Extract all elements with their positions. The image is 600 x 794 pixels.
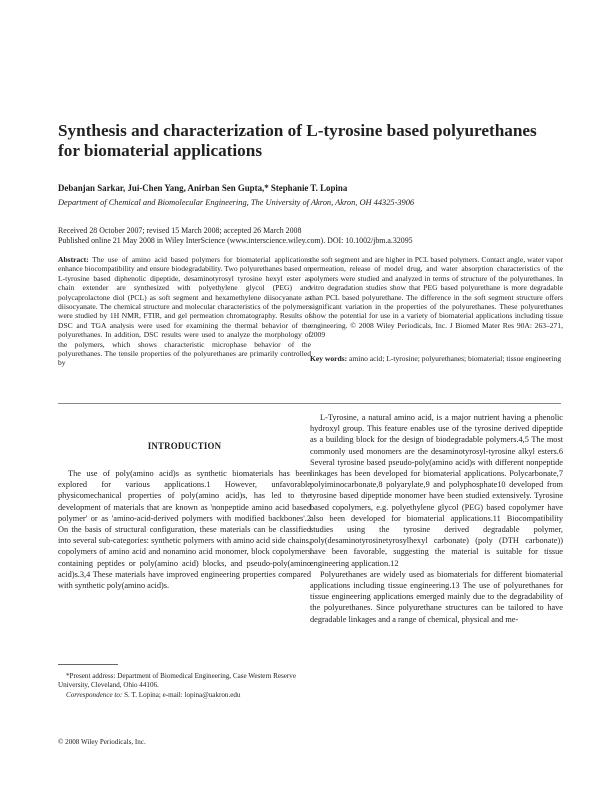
author-list: Debanjan Sarkar, Jui-Chen Yang, Anirban Sen Gupta,* Stephanie T. Lopina xyxy=(58,183,348,193)
published-line: Published online 21 May 2008 in Wiley InterScience (www.interscience.wiley.com). DOI: 10.1002/jbm.a.32095 xyxy=(58,236,413,245)
introduction-left-column: The use of poly(amino acid)s as synthetic biomaterials has been explored for various applications.1 However, unfavorable physicomechanical properties of poly(amino acid)s, has led to the development of materials that are known as 'nonpeptide amino acid based polymer' or as 'amino-acid-derived polymers with modified backbones'.2 On the basis of structural configuration, these materials can be classified into several sub-categories: synthetic polymers with amino acid side chains, copolymers of amino acid and nonamino acid monomer, block copolymers containing peptides or poly(amino acid) blocks, and pseudo-poly(amino acid)s.3,4 These materials have improved engineering properties compared with synthetic poly(amino acid)s. xyxy=(58,469,311,591)
abstract-right-column xyxy=(310,255,563,340)
footnote-correspondence xyxy=(58,691,311,700)
abstract-text-left: The use of amino acid based polymers for biomaterial applications enhance biocompatibility and ensure biodegradability. Two polyurethanes based on L-tyrosine based diphenolic dipeptide, desaminotyrosyl tyrosine hexyl ester as chain extender are synthesized with polyethylene glycol (PEG) and polycaprolactone diol (PCL) as soft segment and hexamethylene diisocyanate as diisocyanate. The chemical structure and molecular characteristics of the polymers were studied by 1H NMR, FTIR, and gel permeation chromatography. Results of DSC and TGA analysis were used for examining the thermal behavior of the polyurethanes. In addition, DSC results were used to analyze the morphology of the polymers, which shows characteristic microphase behavior of the polyurethanes. The tensile properties of the polyurethanes are primarily controlled by xyxy=(58,255,311,368)
intro-paragraph-polyurethanes: Polyurethanes are widely used as biomaterials for different biomaterial applications including tissue engineering.13 The use of polyurethanes for tissue engineering applications emerged mainly due to the degradability of the polyurethanes. Since polyurethane structures can be tailored to have degradable linkages and a range of chemical, physical and me- xyxy=(310,569,563,624)
abstract-text-right: the soft segment and are higher in PCL based polymers. Contact angle, water vapor permeation, release of model drug, and water absorption characteristics of the polymers were studied and analyzed in terms of structure of the polyurethanes. In vitro degradation studies show that PEG based polyurethane is more degradable than PCL based polyurethane. The difference in the soft segment structure offers significant variation in the properties of the polyurethanes. These polyurethanes show the potential for use in a variety of biomaterial applications including tissue engineering. © 2008 Wiley Periodicals, Inc. J Biomed Mater Res 90A: 263–271, 2009 xyxy=(310,255,563,340)
keywords-text: amino acid; L-tyrosine; polyurethanes; biomaterial; tissue engineering xyxy=(349,354,562,363)
affiliation: Department of Chemical and Biomolecular Engineering, The University of Akron, Akron, OH 44325-3906 xyxy=(58,198,415,207)
abstract-left-column xyxy=(58,255,311,368)
section-divider xyxy=(58,403,561,404)
intro-paragraph-tyrosine: L-Tyrosine, a natural amino acid, is a major nutrient having a phenolic hydroxyl group. This feature enables use of the tyrosine derived dipeptide as a building block for the design of biodegradable polymers.4,5 The most commonly used monomers are the desaminotyrosyl-tyrosine alkyl esters.6 Several tyrosine based pseudo-poly(amino acid)s with different nonpeptide linkages has been developed for biomaterial applications. Polycarbonate,7 polyiminocarbonate,8 polyarylate,9 and polyphosphate10 developed from tyrosine based dipeptide monomer have been studied extensively. Tyrosine based copolymers, e.g. polyethylene glycol (PEG) based copolymer have also been developed for biomaterial applications.11 Biocompatibility studies using the tyrosine derived degradable polymer, poly(desaminotyrosinetyrosylhexyl carbonate) (poly (DTH carbonate)) have been favorable, suggesting the material is suitable for tissue engineering application.12 xyxy=(310,413,563,568)
received-line: Received 28 October 2007; revised 15 March 2008; accepted 26 March 2008 xyxy=(58,226,302,235)
footnote-present-address: *Present address: Department of Biomedical Engineering, Case Western Reserve University, Cleveland, Ohio 44106. xyxy=(58,672,296,690)
introduction-right-column xyxy=(310,412,563,625)
copyright-notice: © 2008 Wiley Periodicals, Inc. xyxy=(58,738,146,746)
introduction-heading: INTRODUCTION xyxy=(147,441,222,451)
paper-title xyxy=(58,121,558,161)
keywords xyxy=(310,354,563,363)
paper-title-text: Synthesis and characterization of L-tyrosine based polyurethanes for biomaterial applications xyxy=(58,121,537,160)
keywords-label: Key words: xyxy=(310,354,348,363)
correspondence-text: S. T. Lopina; e-mail: lopina@uakron.edu xyxy=(124,690,241,699)
correspondence-label: Correspondence to: xyxy=(66,690,123,699)
publication-history xyxy=(58,226,558,246)
abstract-label: Abstract: xyxy=(58,255,89,264)
footnotes xyxy=(58,672,311,700)
footnote-rule xyxy=(58,664,118,665)
